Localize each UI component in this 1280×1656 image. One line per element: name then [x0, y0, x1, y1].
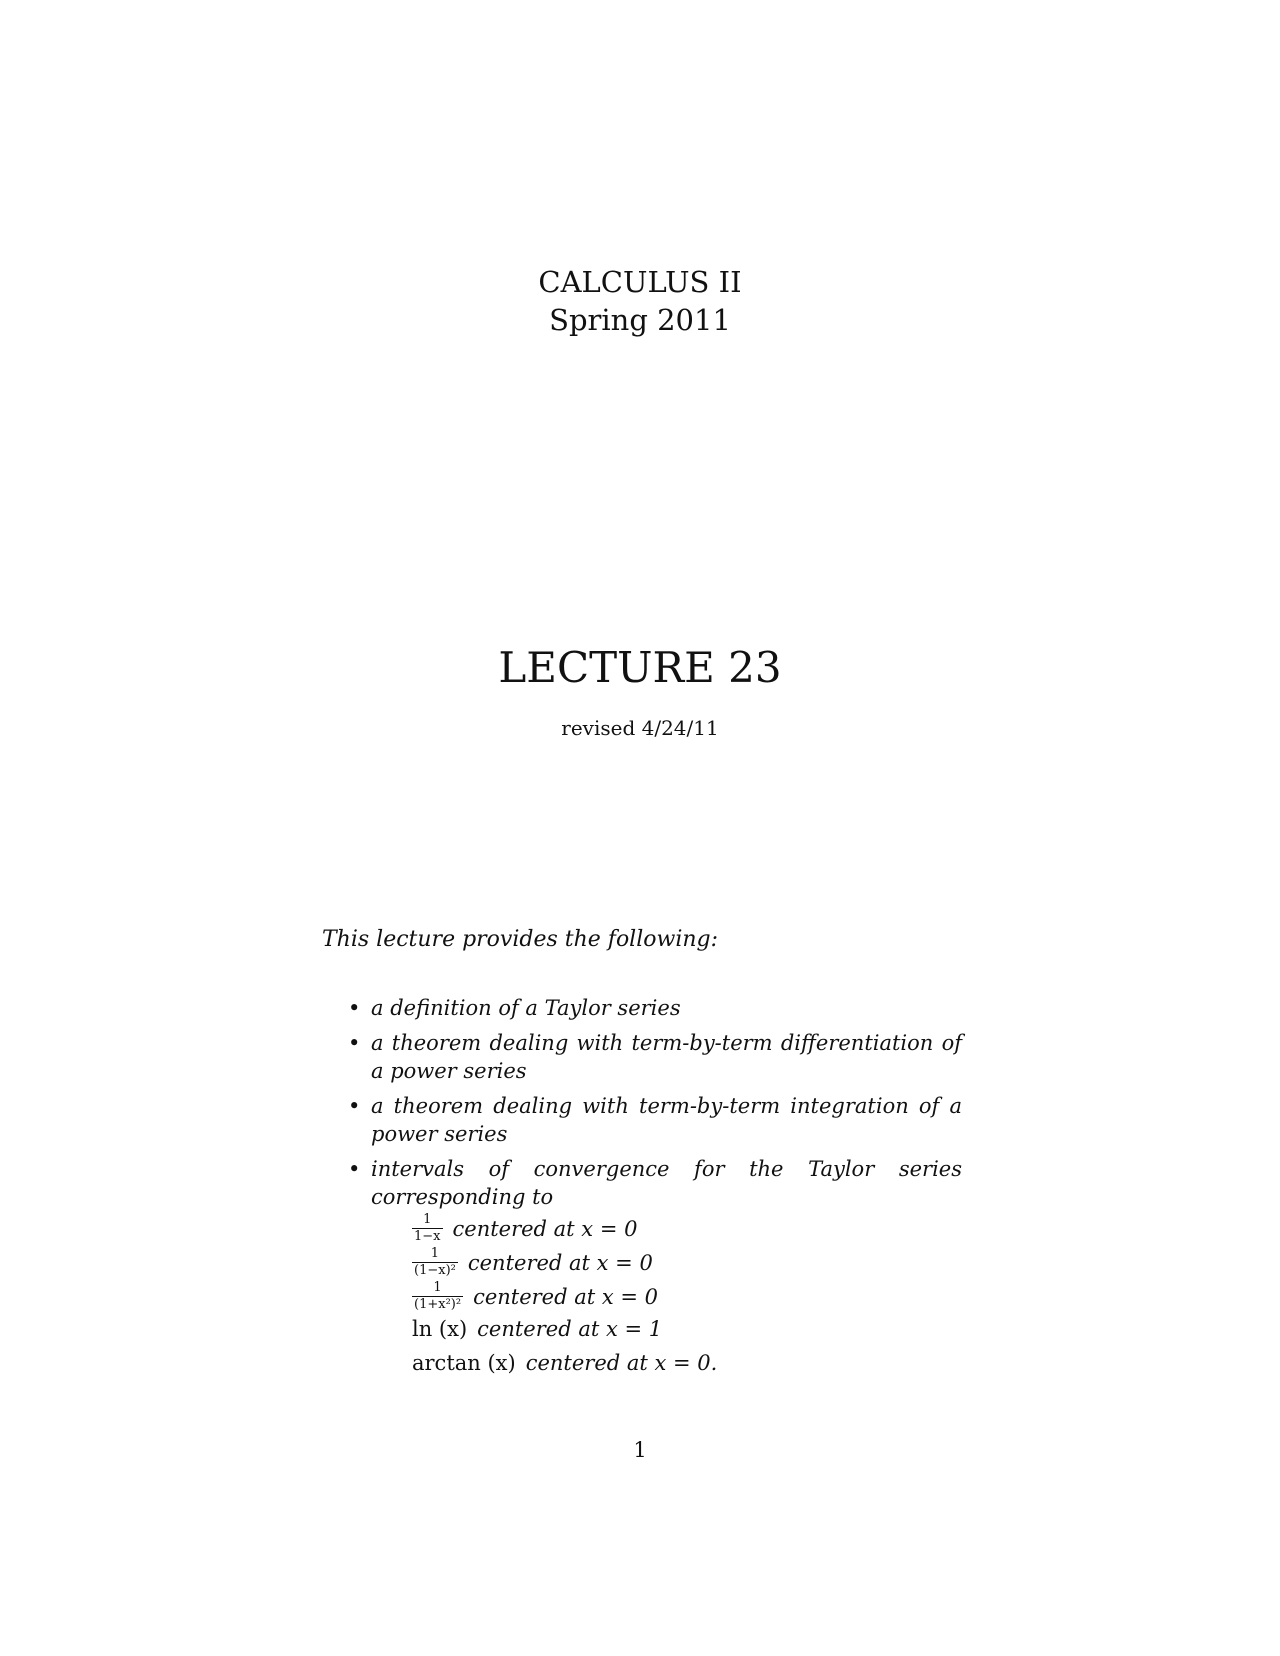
- function-name: arctan (x): [412, 1351, 516, 1375]
- fraction-numerator: 1: [423, 1212, 432, 1227]
- formula-list: [412, 1213, 717, 1383]
- lecture-title: LECTURE 23: [498, 643, 782, 692]
- page-number: 1: [633, 1438, 647, 1462]
- fraction: [412, 1213, 443, 1244]
- formula-condition: centered at x = 0: [473, 1284, 659, 1309]
- list-item-text: a theorem dealing with term-by-term integration of a power series: [371, 1094, 962, 1146]
- function-name: ln (x): [412, 1317, 468, 1341]
- formula-row: [412, 1315, 717, 1349]
- formula-condition: centered at x = 0: [467, 1250, 653, 1275]
- bullet-icon: •: [348, 1031, 361, 1055]
- course-term: Spring 2011: [549, 303, 731, 337]
- fraction-numerator: 1: [433, 1280, 442, 1295]
- list-item-text: a definition of a Taylor series: [371, 996, 681, 1020]
- fraction: [412, 1247, 458, 1278]
- revision-date: revised 4/24/11: [561, 716, 719, 740]
- formula-row: [412, 1349, 717, 1383]
- bullet-icon: •: [348, 1094, 361, 1118]
- topics-list: [322, 994, 962, 1218]
- formula-condition: centered at x = 0.: [525, 1351, 718, 1375]
- list-item: [322, 1029, 962, 1085]
- formula-row: [412, 1281, 717, 1315]
- list-item: [322, 1092, 962, 1148]
- intro-text: This lecture provides the following:: [322, 927, 719, 952]
- fraction-denominator: (1+x²)²: [414, 1297, 462, 1312]
- course-title: CALCULUS II: [538, 265, 742, 299]
- list-item: [322, 994, 962, 1022]
- list-item: [322, 1155, 962, 1211]
- list-item-text: a theorem dealing with term-by-term differentiation of a power series: [371, 1031, 962, 1083]
- fraction-numerator: 1: [430, 1246, 440, 1261]
- fraction-denominator: (1−x)²: [414, 1263, 456, 1278]
- fraction-denominator: 1−x: [414, 1229, 441, 1244]
- list-item-text: intervals of convergence for the Taylor series corresponding to: [371, 1157, 962, 1209]
- bullet-icon: •: [348, 1157, 361, 1181]
- fraction: [412, 1281, 463, 1312]
- formula-row: [412, 1213, 717, 1247]
- bullet-icon: •: [348, 996, 361, 1020]
- formula-row: [412, 1247, 717, 1281]
- formula-condition: centered at x = 0: [452, 1216, 638, 1241]
- formula-condition: centered at x = 1: [477, 1317, 663, 1341]
